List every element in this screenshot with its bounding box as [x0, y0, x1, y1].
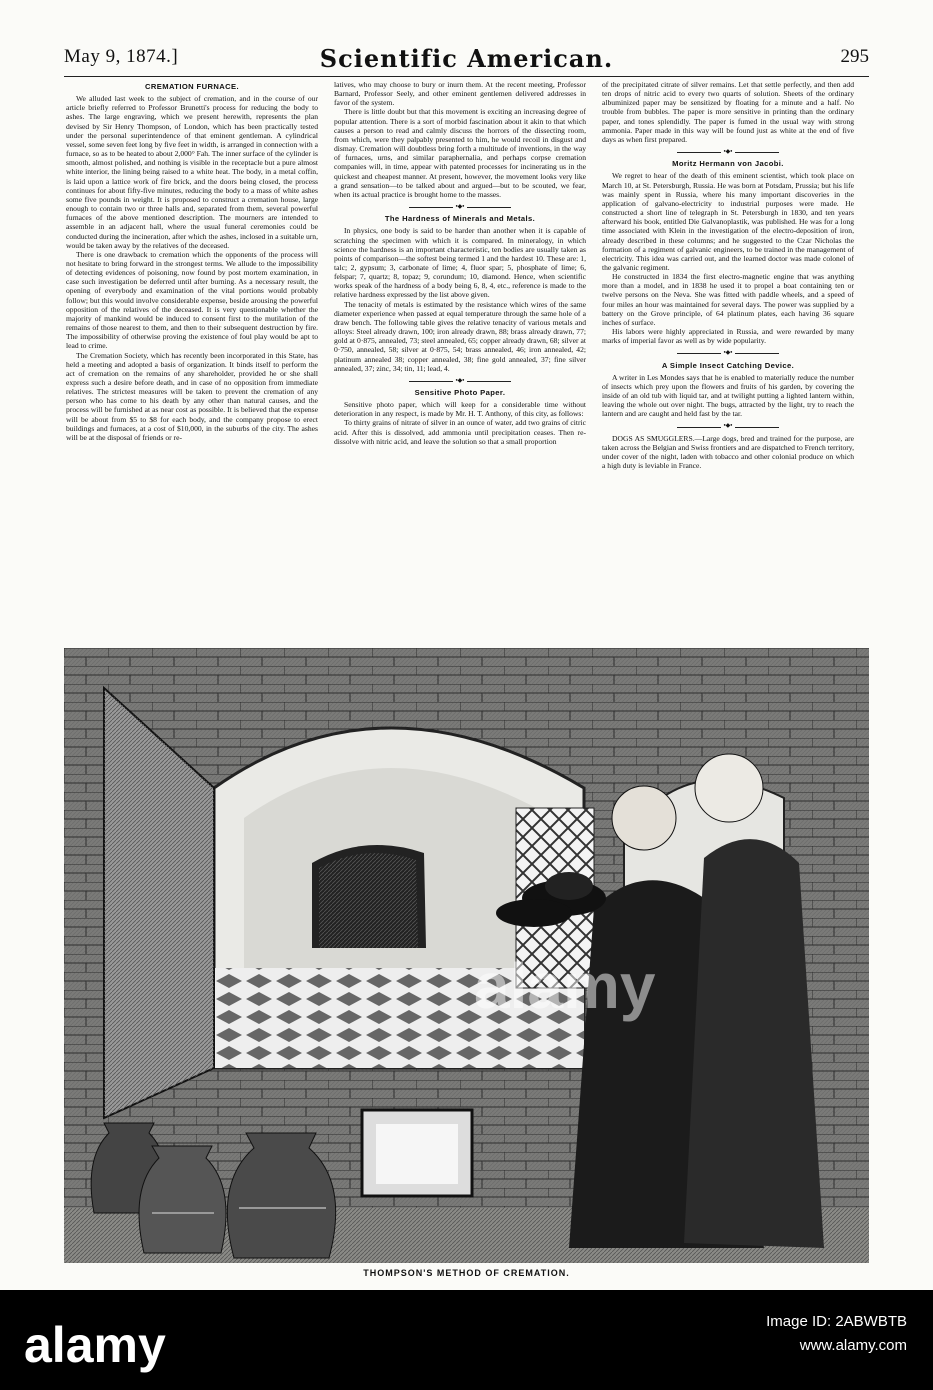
- masthead: Scientific American.: [319, 44, 614, 73]
- paragraph: His labors were highly appreciated in Russia, and were rewarded by many marks of imperial favor as well as by wide popularity.: [602, 327, 854, 346]
- column-3: [602, 80, 854, 645]
- paragraph: To thirty grains of nitrate of silver in an ounce of water, add two grains of citric acid. After this is dissolved, add ammonia until precipitation ceases. Then re-dissolve with nitric acid, and leave the solution so that a small proportion: [334, 418, 586, 446]
- heading-insect-device: A Simple Insect Catching Device.: [661, 360, 795, 370]
- cremation-engraving: [64, 648, 869, 1263]
- paragraph: Sensitive photo paper, which will keep for a considerable time without deterioration in any respect, is made by Mr. H. T. Anthony, of this city, as follows:: [334, 400, 586, 419]
- section-divider: •◆•: [602, 422, 854, 431]
- section-divider: •◆•: [602, 349, 854, 358]
- paragraph: He constructed in 1834 the first electro-magnetic engine that was anything more than a model, and in 1838 he used it to propel a boat containing ten or twelve persons on the Neva. She was fitted with paddle wheels, and a speed of four miles an hour was maintained for several days. The power was supplied by a battery on the Grove principle, of 64 platinum plates, each having 36 square inches of surface.: [602, 272, 854, 327]
- stock-url: www.alamy.com: [799, 1337, 907, 1354]
- column-2: [334, 80, 586, 645]
- heading-photo-paper: Sensitive Photo Paper.: [414, 388, 506, 397]
- issue-date: May 9, 1874.]: [64, 46, 179, 67]
- section-divider: •◆•: [334, 377, 586, 386]
- paragraph: We alluded last week to the subject of cremation, and in the course of our article briefly referred to Professor Brunetti's process for reducing the body to ashes. The large engraving, which we present herewith, represents the plan devised by Sir Henry Thompson, of London, which has been practically tested under the personal superintendence of that eminent gentleman. A cylindrical vessel, some seven feet long by five feet in width, is arranged in connection with a furnace, so as to be heated to about 2,000° Fah. The inner surface of the cylinder is smooth, almost polished, and nothing is visible in the receptacle but a pure almost white interior, the lining being raised to a white heat. The body, in a metal coffin, is laid upon a lattice work of fire brick, and the doors being closed, the process continues for about fifty-five minutes, reducing the body to a mass of white ashes some five pounds in weight. It is proposed to construct a cremation house, large enough to contain two or three halls and, separated from them, several powerful furnaces of the above mentioned description. The mourners are intended to assemble in an adjacent hall, where the usual funeral ceremonies could be conducted during the incineration, after which the ashes, inclosed in a suitable urn, would be taken away by the relatives of the deceased.: [66, 94, 318, 250]
- column-1: [66, 80, 318, 645]
- paragraph: There is little doubt but that this movement is exciting an increasing degree of popular attention. There is a sort of morbid fascination about it akin to that which causes a person to read and calmly discuss the horrors of the dissecting room, from which, were they palpably presented to him, he would recoil in disgust and dismay. Cremation will doubtless bring forth a multitude of inventions, in the way of furnaces, urns, and similar paraphernalia, and perhaps corpse cremation companies will, in time, appear with patented processes for incinerating us in the quickest and cheapest manner. At present, however, the movement looks very like a grand sensation—to be talked about and argued—but to be scouted, we fear, when its actual practice is brought home to the masses.: [334, 107, 586, 199]
- watermark-text: alamy: [474, 950, 656, 1022]
- section-divider: •◆•: [602, 148, 854, 157]
- paragraph: of the precipitated citrate of silver remains. Let that settle perfectly, and then add ten drops of nitric acid to every two quarts of solution. Sheets of the ordinary albuminized paper may be sensitized by floating for a minute and a half. No trouble from bubbles. The paper is more sensitive in printing than the ordinary paper, and tones splendidly. The paper is fumed in the usual way with strong ammonia. Paper made in this way will be found just as white at the end of five days as when first prepared.: [602, 80, 854, 144]
- heading-hardness: The Hardness of Minerals and Metals.: [384, 214, 536, 224]
- paragraph: In physics, one body is said to be harder than another when it is capable of scratching the specimen with which it is compared. In mineralogy, in which science the hardness is an important characteristic, ten bodies are usually taken as points of comparison—the softest being termed 1 and the hardest 10. These are: 1, talc; 2, gypsum; 3, carbonate of lime; 4, fluor spar; 5, phosphate of lime; 6, felspar; 7, quartz; 8, topaz; 9, corundum; 10, diamond. Hence, when scientific works speak of the hardness of a body being 6, 8, 4, etc., reference is made to the relative hardness expressed by the list above given.: [334, 226, 586, 300]
- page-header: [64, 44, 869, 74]
- paragraph: The Cremation Society, which has recently been incorporated in this State, has held a meeting and adopted a basis of organization. It binds itself to perform the act of cremation on the remains of any shareholder, provided he or she shall express such a desire before death, and in case of no opposition from immediate relatives. The strictest measures will be taken to prevent the cremation of any person who has come to his death by any other than natural causes, and the process will be furnished at as near cost as possible. It is believed that the expense will be about from $5 to $8 for each body, and the company propose to erect buildings and furnaces, at a cost of $10,000, in the suburbs of the city. The ashes will be at the disposal of friends or re-: [66, 350, 318, 442]
- section-divider: •◆•: [334, 203, 586, 212]
- illustration-caption: THOMPSON'S METHOD OF CREMATION.: [363, 1268, 570, 1278]
- paragraph: latives, who may choose to bury or inurn them. At the recent meeting, Professor Barnard, Professor Seely, and other eminent gentlemen delivered addresses in favor of the system.: [334, 80, 586, 108]
- paragraph: The tenacity of metals is estimated by the resistance which wires of the same diameter experience when passed at equal temperature through the same hole of a draw bench. The following table gives the relative tenacity of various metals and alloys: Steel already drawn, 100; iron already drawn, 88; brass already drawn, 77; gold at 0·875, annealed, 73; steel annealed, 65; copper already drawn, 68; silver at 0·750, annealed, 58; silver at 0·875, 54; brass annealed, 46; iron annealed, 42; platinum annealed 38; copper annealed, 38; fine gold annealed, 37; fine silver annealed, 37; zinc, 34; tin, 11; lead, 4.: [334, 299, 586, 373]
- stock-image-info: [766, 1310, 907, 1358]
- header-rule: [64, 76, 869, 77]
- alamy-logo: alamy: [24, 1317, 166, 1373]
- heading-cremation-furnace: CREMATION FURNACE.: [145, 82, 239, 91]
- paragraph: DOGS AS SMUGGLERS.—Large dogs, bred and trained for the purpose, are taken across the Belgian and Swiss frontiers and are dispatched to French territory, under cover of the night, laden with tobacco and other colonial produce on which a high duty is leviable in France.: [602, 433, 854, 471]
- paragraph: There is one drawback to cremation which the opponents of the process will not hesitate to bring forward in the strongest terms. We allude to the impossibility of detecting evidences of poisoning, now found by post mortem examination, in case such investigation be deferred until after burning. As a necessary result, the opening of everybody and examination of the vital portions would probably follow; but this would involve considerable expense, beside arousing the powerful opposition of the relatives of the deceased. It is very questionable whether the majority of mankind would be induced to consent first to the mutilation of the remains of those nearest to them, and then to their subsequent destruction by fire. The impossibility of otherwise proving the existence of foul play would be apt to lead to crime.: [66, 249, 318, 351]
- page-number: 295: [840, 46, 869, 67]
- paragraph: We regret to hear of the death of this eminent scientist, which took place on March 10, at St. Petersburgh, Russia. He was born at Potsdam, Prussia; but his life was mainly spent in Russia, where his many important discoveries in the application of galvano-electricity to industrial purposes were made. He constructed a short line of telegraph in St. Petersburgh in 1830, and ten years afterward his book, entitled Die Galvanoplastik, was published. He was for a long time associated with Klein in the investigation of the electro-deposition of iron, already described in these columns; and he suggested to the Czar Nicholas the formation of a regiment of galvanic engineers, to be trained in the management of electricity. This idea was carried out, and the learned doctor was made colonel of the galvanic regiment.: [602, 171, 854, 272]
- heading-jacobi: Moritz Hermann von Jacobi.: [672, 159, 784, 169]
- paragraph: A writer in Les Mondes says that he is enabled to materially reduce the number of insects which prey upon the flowers and fruits of his garden, by covering the inside of an old tub with liquid tar, and at twilight putting a lighted lantern within, leaving the whole out over night. The bugs, attracted by the light, try to reach the lantern and are caught and held fast by the tar.: [602, 372, 854, 419]
- image-id: Image ID: 2ABWBTB: [766, 1313, 907, 1330]
